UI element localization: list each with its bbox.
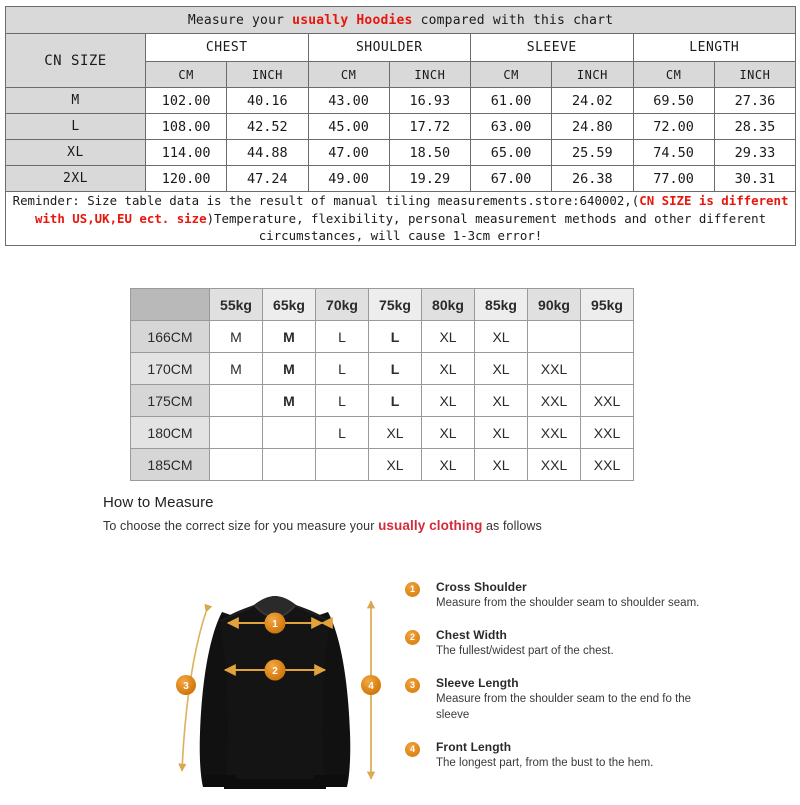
size-cell: L: [369, 321, 422, 353]
size-chart-title-row: [6, 7, 796, 34]
weight-header-95kg: 95kg: [581, 289, 634, 321]
cell-length-inch: 30.31: [714, 166, 795, 192]
size-cell: XL: [475, 353, 528, 385]
legend-title: Cross Shoulder: [436, 580, 527, 594]
garment-diagram-svg: [150, 565, 400, 800]
cell-chest-inch: 40.16: [227, 88, 308, 114]
subtitle-highlight: usually clothing: [378, 518, 483, 533]
subtitle-suffix: as follows: [482, 519, 542, 533]
cell-chest-inch: 42.52: [227, 114, 308, 140]
table-row: [131, 353, 634, 385]
legend-description: The longest part, from the bust to the hem.: [436, 756, 654, 769]
size-label: M: [6, 88, 146, 114]
size-chart-group-header-row: [6, 34, 796, 62]
list-item: [405, 628, 725, 659]
size-cell: [210, 385, 263, 417]
title-prefix: Measure your: [187, 12, 293, 28]
unit-header-shoulder-inch: INCH: [389, 62, 470, 88]
size-cell: XL: [475, 385, 528, 417]
cell-shoulder-inch: 16.93: [389, 88, 470, 114]
cell-shoulder-cm: 45.00: [308, 114, 389, 140]
cell-chest-inch: 47.24: [227, 166, 308, 192]
size-cell: M: [210, 353, 263, 385]
cell-length-cm: 69.50: [633, 88, 714, 114]
size-cell: XL: [475, 417, 528, 449]
height-weight-table: [130, 288, 634, 481]
reminder-part1: Reminder: Size table data is the result of manual tiling measurements.store:640002,(: [12, 193, 640, 208]
how-to-measure-subtitle: [103, 518, 723, 533]
table-row: [131, 385, 634, 417]
cell-shoulder-inch: 18.50: [389, 140, 470, 166]
size-cell: XL: [422, 385, 475, 417]
number-badge-icon: 4: [405, 742, 420, 757]
legend-description: The fullest/widest part of the chest.: [436, 645, 614, 658]
size-cell: XL: [422, 449, 475, 481]
size-cell: XL: [369, 449, 422, 481]
marker-label-3: 3: [183, 681, 189, 692]
reminder-note: [6, 192, 796, 246]
size-cell: XXL: [581, 385, 634, 417]
cell-chest-cm: 120.00: [146, 166, 227, 192]
cell-shoulder-cm: 49.00: [308, 166, 389, 192]
height-label: 185CM: [131, 449, 210, 481]
height-weight-section: [130, 288, 633, 481]
list-item: [405, 580, 725, 611]
weight-header-75kg: 75kg: [369, 289, 422, 321]
size-cell: XL: [369, 417, 422, 449]
cell-shoulder-inch: 17.72: [389, 114, 470, 140]
size-cell: L: [369, 385, 422, 417]
measurement-legend: [405, 580, 725, 788]
size-cell: M: [263, 353, 316, 385]
size-cell: XL: [475, 321, 528, 353]
cell-length-inch: 28.35: [714, 114, 795, 140]
size-label: XL: [6, 140, 146, 166]
legend-description: Measure from the shoulder seam to shoulder seam.: [436, 597, 700, 609]
size-cell: XL: [475, 449, 528, 481]
size-cell: M: [263, 385, 316, 417]
group-header-shoulder: SHOULDER: [308, 34, 471, 62]
weight-header-90kg: 90kg: [528, 289, 581, 321]
garment-diagram: [150, 565, 400, 800]
cell-chest-cm: 102.00: [146, 88, 227, 114]
legend-title: Chest Width: [436, 628, 507, 643]
title-highlight: usually Hoodies: [292, 12, 413, 28]
height-label: 180CM: [131, 417, 210, 449]
cell-chest-inch: 44.88: [227, 140, 308, 166]
cell-chest-cm: 108.00: [146, 114, 227, 140]
weight-header-row: [131, 289, 634, 321]
weight-header-55kg: 55kg: [210, 289, 263, 321]
table-row: [6, 114, 796, 140]
size-cell: [316, 449, 369, 481]
table-corner-cell: [131, 289, 210, 321]
group-header-sleeve: SLEEVE: [471, 34, 634, 62]
height-label: 170CM: [131, 353, 210, 385]
list-item: [405, 740, 725, 771]
cn-size-header: CN SIZE: [6, 34, 146, 88]
weight-header-85kg: 85kg: [475, 289, 528, 321]
cell-length-cm: 77.00: [633, 166, 714, 192]
marker-label-1: 1: [272, 619, 278, 630]
number-badge-icon: 1: [405, 582, 420, 597]
size-cell: XL: [422, 417, 475, 449]
how-to-measure-section: [103, 494, 723, 533]
unit-header-sleeve-cm: CM: [471, 62, 552, 88]
cell-chest-cm: 114.00: [146, 140, 227, 166]
reminder-part2: )Temperature, flexibility, personal measurement methods and other different circumstances, will cause 1-3cm error!: [206, 210, 767, 244]
size-cell: [210, 417, 263, 449]
table-row: [131, 417, 634, 449]
reminder-highlight: CN SIZE is different with US,UK,EU ect. size: [34, 193, 789, 226]
cell-length-inch: 27.36: [714, 88, 795, 114]
size-chart-table: [5, 6, 796, 246]
unit-header-sleeve-inch: INCH: [552, 62, 633, 88]
legend-title: Sleeve Length: [436, 676, 519, 691]
size-cell: [581, 321, 634, 353]
unit-header-length-cm: CM: [633, 62, 714, 88]
size-label: 2XL: [6, 166, 146, 192]
size-cell: XXL: [528, 385, 581, 417]
cell-length-inch: 29.33: [714, 140, 795, 166]
unit-header-shoulder-cm: CM: [308, 62, 389, 88]
size-cell: L: [316, 353, 369, 385]
weight-header-65kg: 65kg: [263, 289, 316, 321]
cell-length-cm: 74.50: [633, 140, 714, 166]
size-cell: [263, 449, 316, 481]
weight-header-80kg: 80kg: [422, 289, 475, 321]
table-row: [6, 88, 796, 114]
table-row: [6, 166, 796, 192]
group-header-length: LENGTH: [633, 34, 796, 62]
cell-sleeve-cm: 65.00: [471, 140, 552, 166]
unit-header-chest-cm: CM: [146, 62, 227, 88]
cell-shoulder-cm: 47.00: [308, 140, 389, 166]
how-to-measure-heading: How to Measure: [103, 494, 214, 511]
cell-shoulder-cm: 43.00: [308, 88, 389, 114]
size-cell: XXL: [528, 353, 581, 385]
size-cell: [581, 353, 634, 385]
unit-header-chest-inch: INCH: [227, 62, 308, 88]
marker-label-2: 2: [272, 666, 278, 677]
number-badge-icon: 3: [405, 678, 420, 693]
size-cell: L: [316, 321, 369, 353]
cell-sleeve-inch: 25.59: [552, 140, 633, 166]
table-row: [6, 140, 796, 166]
title-suffix: compared with this chart: [412, 12, 614, 28]
size-chart-section: [5, 6, 795, 246]
cell-sleeve-inch: 24.80: [552, 114, 633, 140]
size-cell: XXL: [528, 417, 581, 449]
size-chart-title: [6, 7, 796, 34]
legend-description: Measure from the shoulder seam to the end fo the sleeve: [436, 693, 692, 721]
cell-sleeve-cm: 61.00: [471, 88, 552, 114]
marker-label-4: 4: [368, 681, 374, 692]
size-cell: [528, 321, 581, 353]
size-label: L: [6, 114, 146, 140]
legend-title: Front Length: [436, 739, 512, 754]
height-label: 175CM: [131, 385, 210, 417]
cell-sleeve-inch: 24.02: [552, 88, 633, 114]
number-badge-icon: 2: [405, 630, 420, 645]
size-cell: XL: [422, 321, 475, 353]
cell-sleeve-inch: 26.38: [552, 166, 633, 192]
cell-sleeve-cm: 67.00: [471, 166, 552, 192]
subtitle-prefix: To choose the correct size for you measure your: [103, 519, 379, 533]
size-cell: M: [210, 321, 263, 353]
size-cell: L: [316, 417, 369, 449]
cell-shoulder-inch: 19.29: [389, 166, 470, 192]
cell-sleeve-cm: 63.00: [471, 114, 552, 140]
list-item: [405, 676, 725, 722]
group-header-chest: CHEST: [146, 34, 309, 62]
height-label: 166CM: [131, 321, 210, 353]
size-cell: M: [263, 321, 316, 353]
measure-arrow-4-front-length: [361, 601, 381, 779]
unit-header-length-inch: INCH: [714, 62, 795, 88]
size-cell: XXL: [581, 449, 634, 481]
table-row: [131, 321, 634, 353]
size-cell: L: [316, 385, 369, 417]
size-cell: XL: [422, 353, 475, 385]
size-cell: [263, 417, 316, 449]
size-cell: XXL: [581, 417, 634, 449]
reminder-row: [6, 192, 796, 246]
size-cell: L: [369, 353, 422, 385]
table-row: [131, 449, 634, 481]
cell-length-cm: 72.00: [633, 114, 714, 140]
size-cell: [210, 449, 263, 481]
weight-header-70kg: 70kg: [316, 289, 369, 321]
size-cell: XXL: [528, 449, 581, 481]
